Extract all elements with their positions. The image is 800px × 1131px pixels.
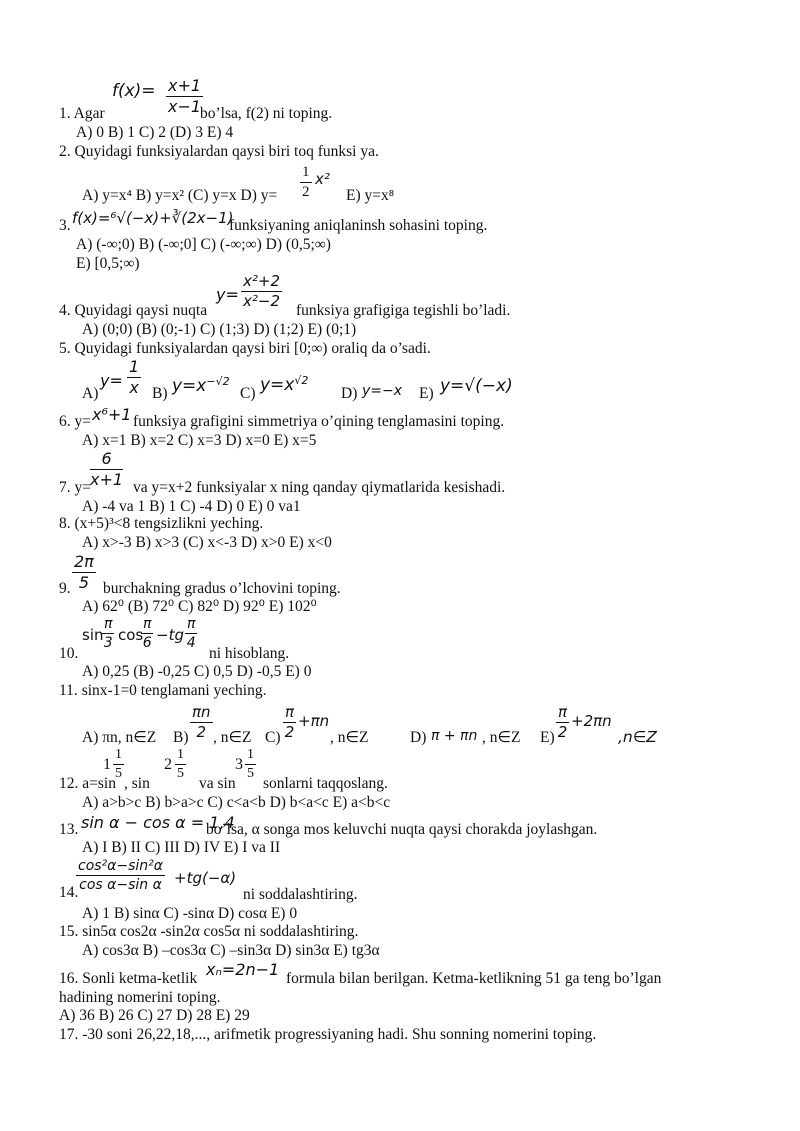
q8-options: A) x>-3 B) x>3 (C) x<-3 D) x>0 E) x<0	[82, 534, 332, 551]
q16-text: formula bilan berilgan. Ketma-ketlikning 51 ga teng bo’lgan	[286, 970, 662, 987]
q5-option-a-lhs: y=	[100, 371, 123, 390]
q17-question: 17. -30 soni 26,22,18,..., arifmetik progressiyaning hadi. Shu sonning nomerini toping.	[59, 1026, 597, 1043]
q16-options: A) 36 B) 26 C) 27 D) 28 E) 29	[59, 1007, 250, 1024]
q12-text-2: , sin	[124, 775, 150, 792]
q15-question: 15. sin5α cos2α -sin2α cos5α ni soddalashtiring.	[59, 923, 359, 940]
q12-frac-2: $\frac{1}{5}$	[177, 747, 184, 781]
q11-option-c-fraction: $\frac{\pi}{2}$	[284, 703, 295, 741]
q10-frac-3: $\frac{\pi}{4}$	[186, 616, 196, 651]
q5-question: 5. Quyidagi funksiyalardan qaysi biri [0;∞) oraliq da o’sadi.	[59, 340, 431, 357]
q5-option-d: y=−x	[362, 383, 403, 399]
q16-question: 16. Sonli ketma-ketlik	[59, 970, 198, 987]
q4-formula-lhs: y=	[216, 285, 239, 304]
q2-option-e: E) y=x⁸	[346, 187, 395, 204]
q11-option-c-z: , n∈Z	[330, 729, 369, 746]
q11-option-b-label: B)	[173, 729, 189, 746]
q9-number: 9.	[59, 580, 71, 597]
q16-text-2: hadining nomerini toping.	[59, 989, 221, 1006]
q11-option-b-tail: , n∈Z	[213, 729, 252, 746]
q16-formula: xₙ=2n−1	[206, 960, 280, 979]
q1-fraction: $\frac{x+1}{x-1}$	[168, 76, 202, 116]
q7-fraction: $\frac{6}{x+1}$	[90, 449, 124, 489]
q7-text: va y=x+2 funksiyalar x ning qanday qiymatlarida kesishadi.	[133, 479, 506, 496]
q13-formula: sin α − cos α = 1,4	[81, 813, 235, 832]
q12-frac-1: $\frac{1}{5}$	[115, 747, 122, 781]
q10-cos: cos	[118, 626, 144, 644]
q1-options: A) 0 B) 1 C) 2 (D) 3 E) 4	[76, 124, 234, 141]
q1-question: 1. Agar	[59, 105, 105, 122]
q2-question: 2. Quyidagi funksiyalardan qaysi biri toq funksi ya.	[59, 143, 379, 160]
q4-question: 4. Quyidagi qaysi nuqta	[59, 302, 208, 319]
q13-text: bo’lsa, α songa mos keluvchi nuqta qaysi chorakda joylashgan.	[206, 821, 598, 838]
q11-option-d-z: , n∈Z	[482, 729, 521, 746]
q1-text: bo’lsa, f(2) ni toping.	[200, 105, 333, 122]
q11-option-e-label: E)	[540, 729, 555, 746]
q13-options: A) I B) II C) III D) IV E) I va II	[82, 839, 281, 856]
q10-text: ni hisoblang.	[209, 645, 290, 662]
q5-option-a-label: A)	[82, 385, 99, 402]
q11-question: 11. sinx-1=0 tenglamani yeching.	[59, 682, 267, 699]
q11-option-e-fraction: $\frac{\pi}{2}$	[557, 703, 568, 741]
q8-question: 8. (x+5)³<8 tengsizlikni yeching.	[59, 515, 264, 532]
q7-question: 7. y=	[59, 479, 91, 496]
q12-question: 12. a=sin	[59, 775, 116, 792]
q11-option-d-label: D)	[410, 729, 427, 746]
q10-tg: −tg	[156, 626, 184, 644]
q1-formula-lhs: f(x)=	[112, 81, 156, 101]
q2-options: A) y=x⁴ B) y=x² (C) y=x D) y=	[82, 187, 278, 204]
q13-number: 13.	[59, 821, 79, 838]
q14-number: 14.	[59, 884, 79, 901]
q9-fraction: $\frac{2\pi}{5}$	[74, 552, 94, 592]
q6-options: A) x=1 B) x=2 C) x=3 D) x=0 E) x=5	[82, 432, 317, 449]
q9-text: burchakning gradus o’lchovini toping.	[103, 580, 341, 597]
q12-whole-3: 3	[235, 756, 243, 773]
q10-frac-1: $\frac{\pi}{3}$	[103, 616, 113, 651]
q11-option-e-tail: +2πn	[571, 712, 612, 730]
q7-options: A) -4 va 1 B) 1 C) -4 D) 0 E) 0 va1	[82, 498, 301, 515]
q10-frac-2: $\frac{\pi}{6}$	[142, 616, 152, 651]
q3-text: funksiyaning aniqlaninsh sohasini toping.	[229, 217, 488, 234]
q5-option-c-label: C)	[240, 385, 256, 402]
q6-question: 6. y=	[59, 413, 91, 430]
q11-option-a: A) πn, n∈Z	[82, 729, 157, 746]
q6-text: funksiya grafigini simmetriya o’qining tenglamasini toping.	[133, 413, 505, 430]
q5-option-a-fraction: $\frac{1}{x}$	[129, 357, 140, 397]
q5-option-b: $y=x^{-√2}$	[172, 375, 230, 396]
q11-option-b-fraction: $\frac{\pi n}{2}$	[192, 703, 211, 741]
q5-option-e: y=√(−x)	[440, 376, 513, 396]
q14-options: A) 1 B) sinα C) -sinα D) cosα E) 0	[82, 905, 298, 922]
q9-options: A) 62⁰ (B) 72⁰ C) 82⁰ D) 92⁰ E) 102⁰	[82, 598, 317, 615]
q3-options-2: E) [0,5;∞)	[76, 255, 140, 272]
q4-text: funksiya grafigiga tegishli bo’ladi.	[296, 302, 511, 319]
q14-fraction: $\frac{\text{cos²α−sin²α}}{\text{cos α−sin α}}$	[78, 858, 164, 893]
q5-option-b-label: B)	[152, 385, 168, 402]
q12-whole-2: 2	[164, 756, 172, 773]
q2-x2: x²	[315, 170, 330, 188]
q6-formula: x⁶+1	[92, 405, 132, 424]
q14-text: ni soddalashtiring.	[243, 886, 358, 903]
q11-option-c-tail: +πn	[298, 712, 330, 730]
q11-option-c-label: C)	[265, 729, 281, 746]
q12-text-3: va sin	[199, 775, 236, 792]
q14-tail: +tg(−α)	[174, 869, 237, 887]
q12-frac-3: $\frac{1}{5}$	[247, 747, 254, 781]
q5-option-e-label: E)	[419, 385, 434, 402]
q10-number: 10.	[59, 645, 79, 662]
q3-number: 3.	[59, 217, 71, 234]
q2-fraction: $\frac{1}{2}$	[302, 164, 310, 200]
q12-whole-1: 1	[103, 756, 111, 773]
q10-options: A) 0,25 (B) -0,25 C) 0,5 D) -0,5 E) 0	[82, 663, 312, 680]
q4-options: A) (0;0) (B) (0;-1) C) (1;3) D) (1;2) E) (0;1)	[82, 321, 357, 338]
q10-sin: sin	[82, 626, 104, 644]
q3-options: A) (-∞;0) B) (-∞;0] C) (-∞;∞) D) (0,5;∞)	[76, 236, 331, 253]
q5-option-c: $y=x^{√2}$	[260, 374, 309, 395]
q12-text-4: sonlarni taqqoslang.	[263, 775, 388, 792]
q11-option-d: π + πn	[431, 728, 478, 744]
q11-option-e-z: ,n∈Z	[618, 728, 657, 746]
q15-options: A) cos3α B) –cos3α C) –sin3α D) sin3α E) tg3α	[82, 942, 380, 959]
q12-options: A) a>b>c B) b>a>c C) c<a<b D) b<a<c E) a<b<c	[82, 794, 391, 811]
q4-fraction: $\frac{\text{x²+2}}{\text{x²−2}}$	[243, 272, 281, 310]
q3-formula: f(x)=⁶√(−x)+∛(2x−1)	[72, 209, 234, 227]
q5-option-d-label: D)	[341, 385, 358, 402]
